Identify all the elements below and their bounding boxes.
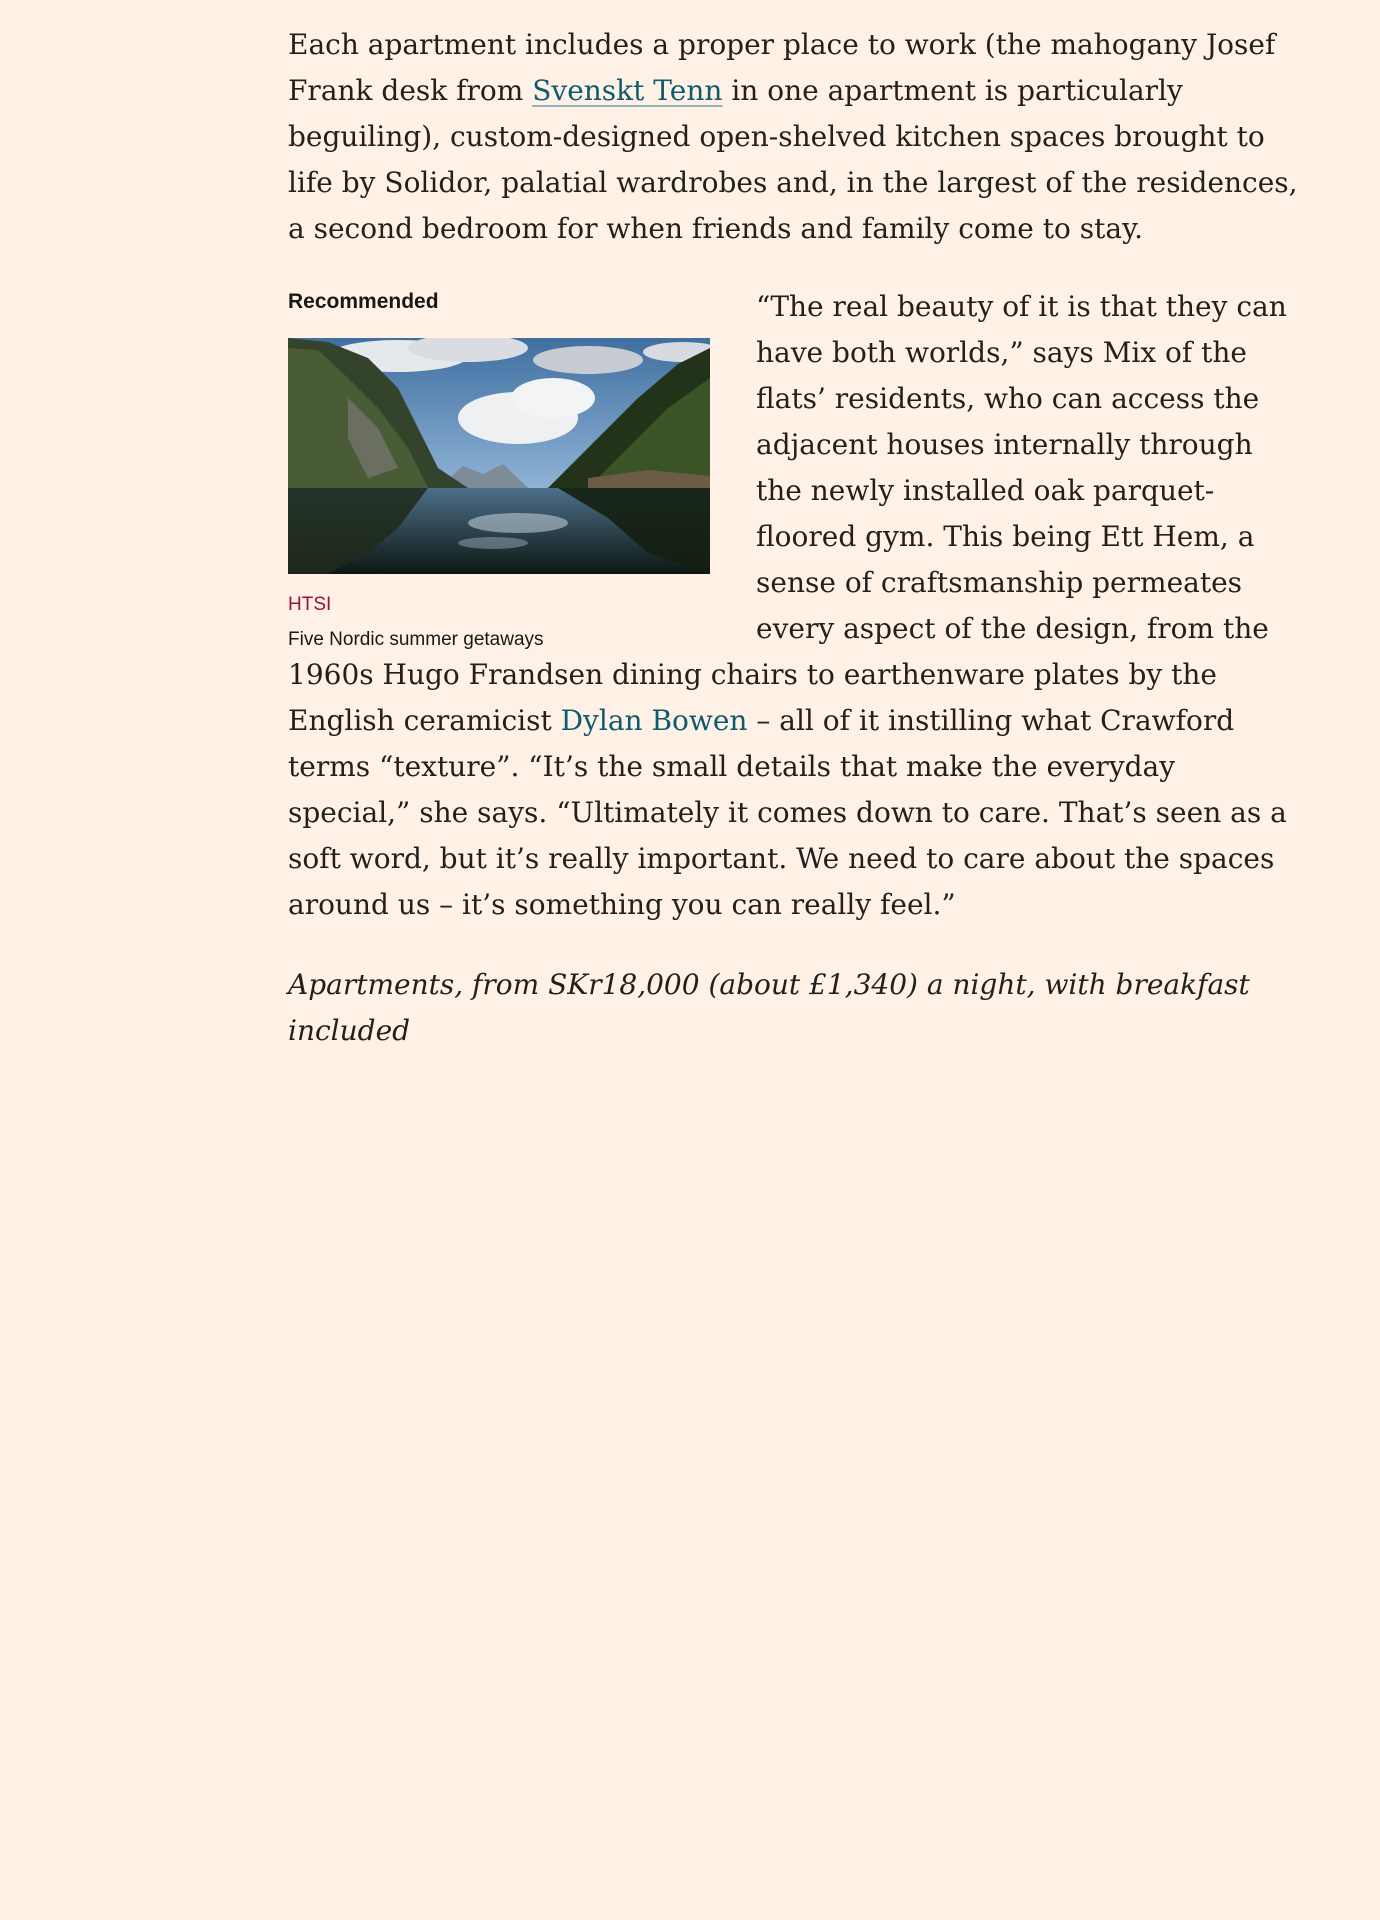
paragraph-text: Each apartment includes a proper place to work (the mahogany Josef Frank desk from [288,28,1276,107]
recommended-panel [288,290,710,652]
recommended-article-link[interactable]: Five Nordic summer getaways [288,629,544,650]
article-paragraph [288,22,1304,252]
article-body [288,22,1304,1054]
svenskt-tenn-link[interactable]: Svenskt Tenn [532,74,723,107]
fjord-landscape-image[interactable] [288,338,710,574]
paragraph-text: in one apartment is particularly beguiling), custom-designed open-shelved kitchen spaces brought to life by Solidor, palatial wardrobes and, in the largest of the residences, a second bedroom for when friends and family come to stay. [288,74,1298,245]
paragraph-text: “The real beauty of it is that they can have both worlds,” says Mix of the flats’ residents, who can access the adjacent houses internally through the newly installed oak parquet-floored gym. This being Ett Hem, a sense of craftsmanship permeates every aspect of the design, from the 1960s Hugo Frandsen dining chairs to earthenware plates by the English ceramicist [288,290,1287,737]
closing-note: Apartments, from SKr18,000 (about £1,340) a night, with breakfast included [288,968,1250,1047]
paragraph-text: – all of it instilling what Crawford terms “texture”. “It’s the small details that make the everyday special,” she says. “Ultimately it comes down to care. That’s seen as a soft word, but it’s really important. We need to care about the spaces around us – it’s something you can really feel.” [288,704,1287,921]
recommended-brand-link[interactable]: HTSI [288,594,332,615]
recommended-heading: Recommended [288,290,439,313]
dylan-bowen-link[interactable]: Dylan Bowen [560,704,748,737]
